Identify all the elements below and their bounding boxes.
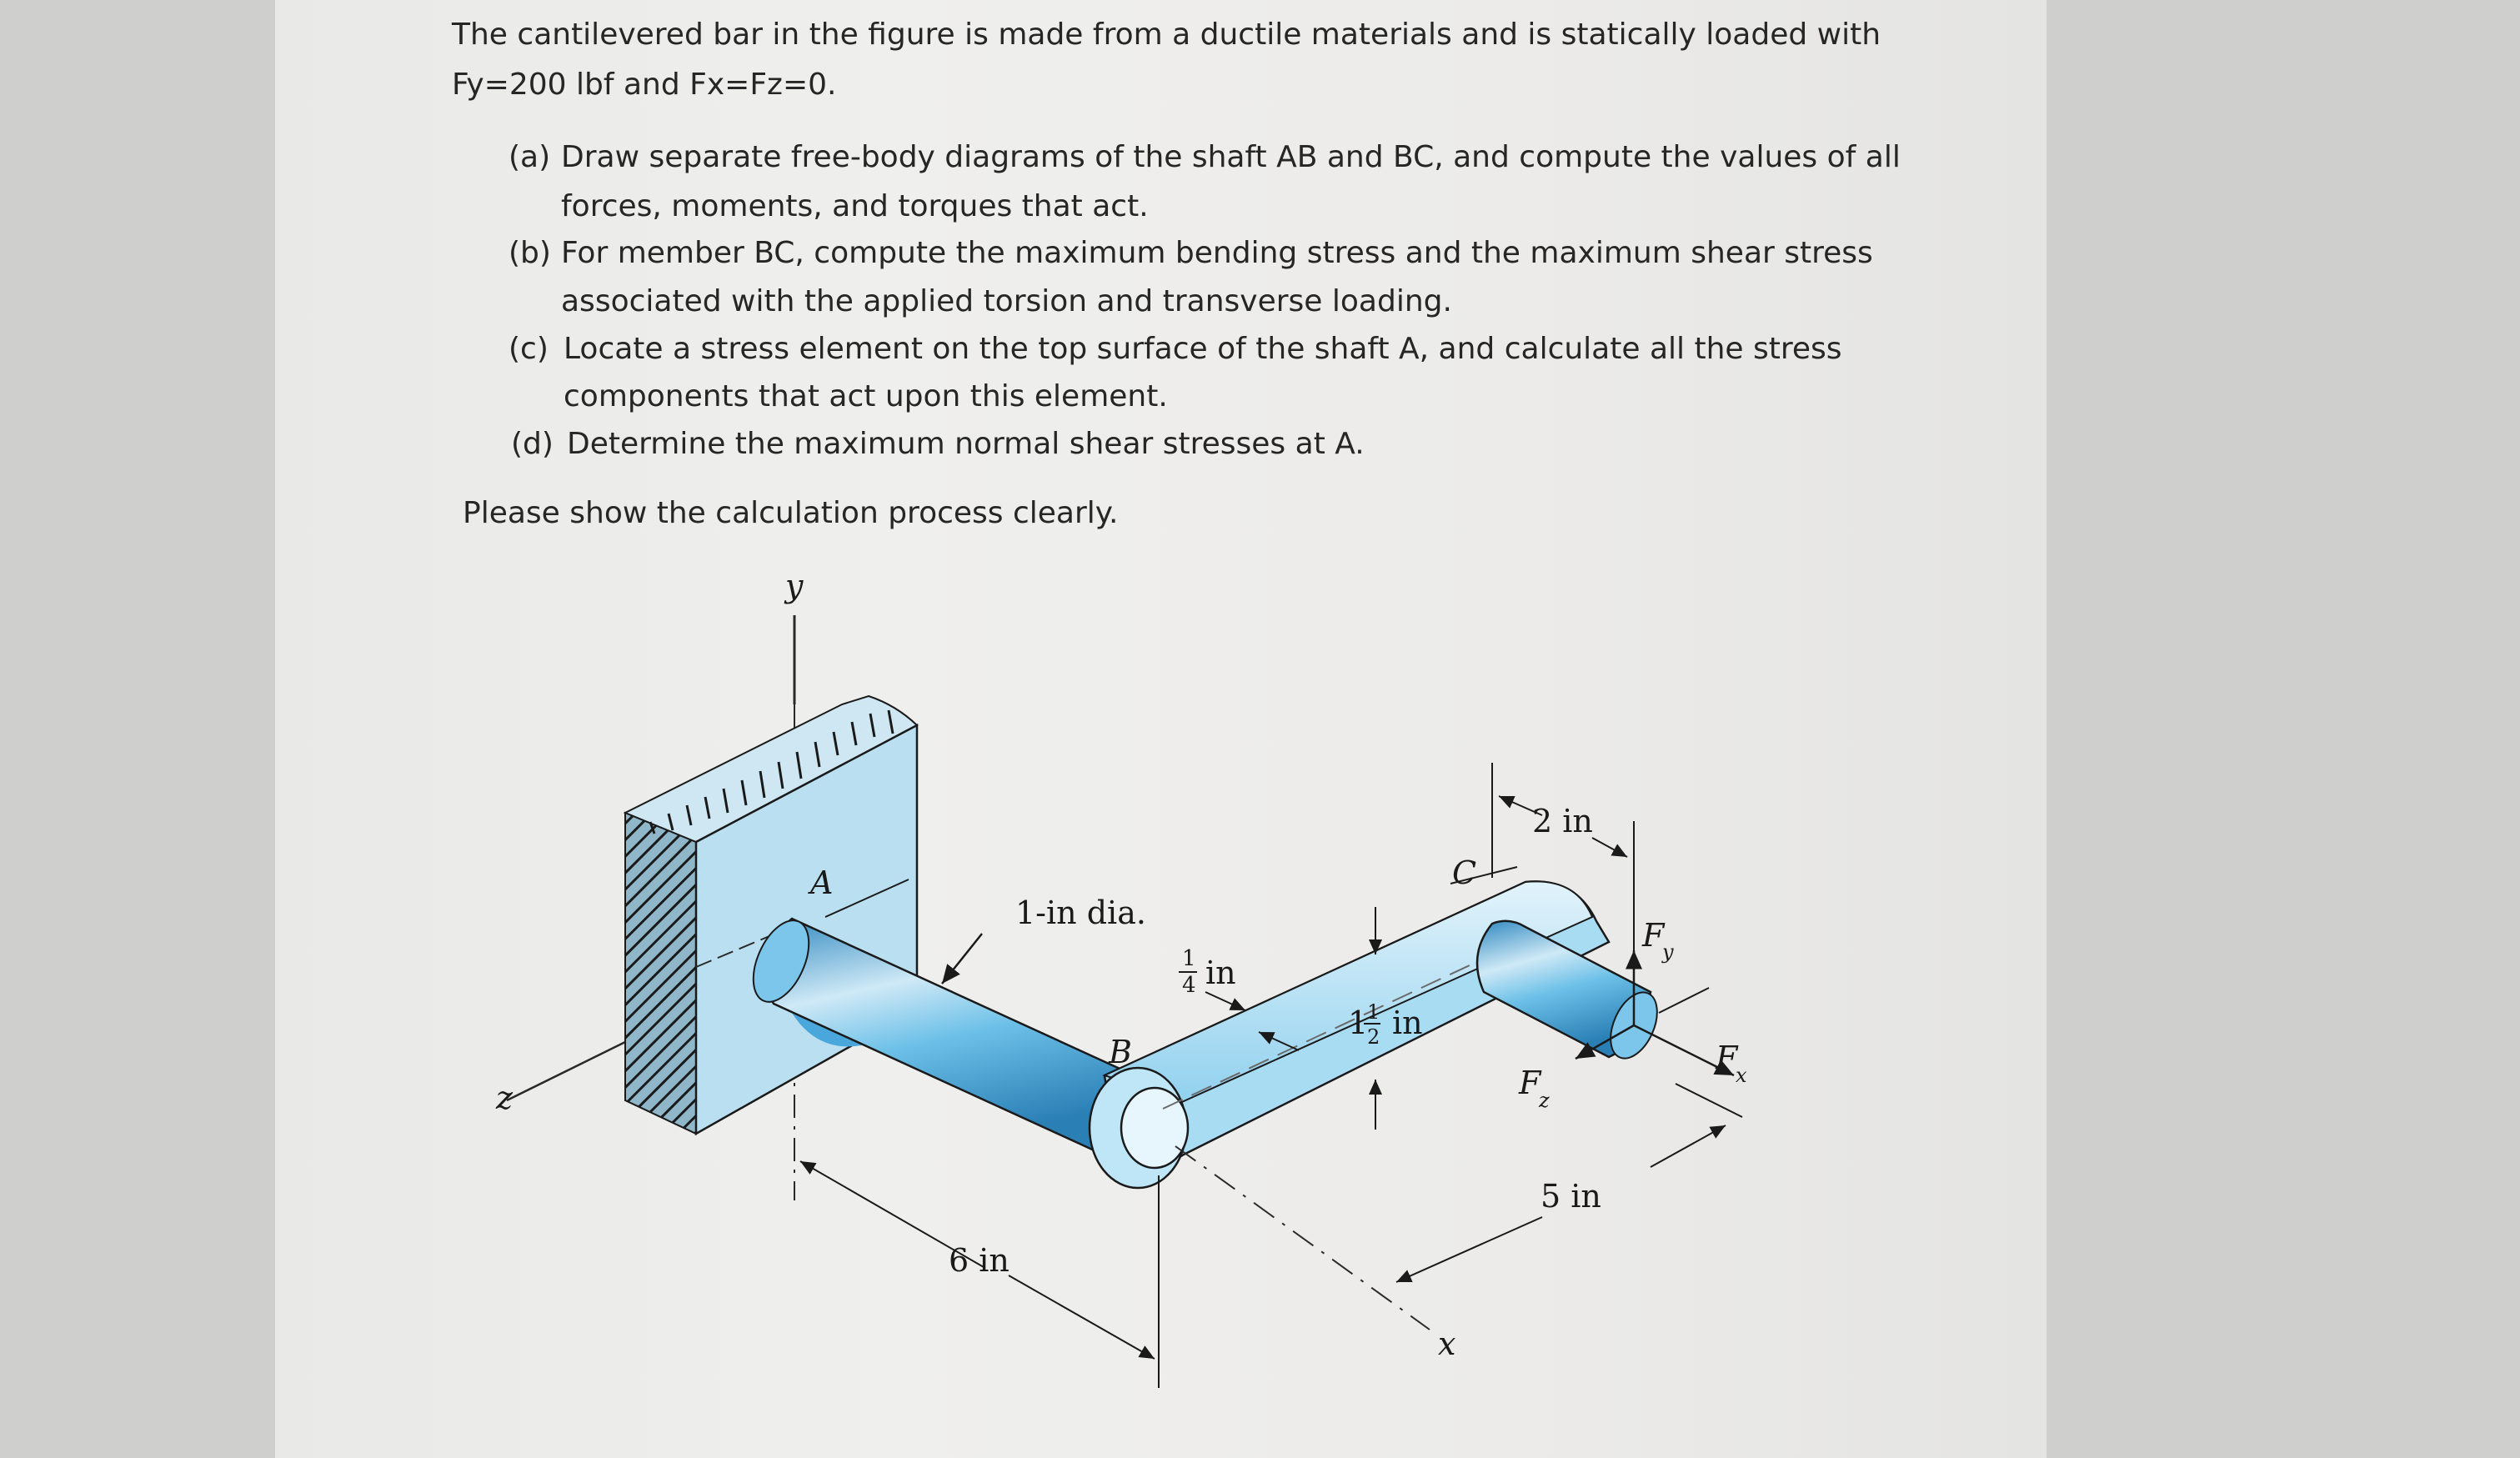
svg-text:F: F	[1716, 1040, 1738, 1076]
wall-hatch-side	[625, 813, 696, 1134]
svg-text:2: 2	[1367, 1025, 1380, 1049]
fx-label	[1715, 1040, 1747, 1087]
item-b-line-1: For member BC, compute the maximum bending stress and the maximum shear stress	[561, 236, 1873, 270]
item-d-line-1: Determine the maximum normal shear stresses at A.	[567, 427, 1365, 461]
z-axis-label: z	[496, 1080, 514, 1116]
y-axis-label: y	[785, 568, 804, 604]
fz-label	[1518, 1065, 1550, 1112]
item-c-label: (c)	[509, 332, 549, 366]
point-a-label: A	[810, 864, 834, 901]
dim-2in-label: 2 in	[1532, 803, 1593, 839]
point-b-label: B	[1109, 1034, 1132, 1070]
item-d-label: (d)	[511, 427, 554, 461]
closing-line: Please show the calculation process clearly.	[463, 496, 1119, 530]
item-b-label: (b)	[509, 236, 551, 270]
svg-text:y: y	[1662, 940, 1674, 964]
dim-2in-arrow-right	[1592, 838, 1627, 857]
cantilever-figure	[275, 0, 2047, 1458]
intro-line-1: The cantilevered bar in the figure is made from a ductile materials and is statically loaded with	[452, 18, 1881, 52]
dim-5in-line	[1396, 1217, 1542, 1282]
item-a-line-2: forces, moments, and torques that act.	[561, 189, 1149, 223]
z-axis-line	[507, 1042, 625, 1100]
dim-6in-label: 6 in	[949, 1242, 1010, 1279]
dia-label: 1-in dia.	[1015, 894, 1146, 931]
x-axis-label: x	[1438, 1325, 1456, 1362]
svg-text:in: in	[1392, 1005, 1423, 1041]
point-c-label: C	[1452, 854, 1477, 891]
thickness-label	[1179, 946, 1236, 998]
svg-text:F: F	[1519, 1065, 1541, 1101]
fy-label	[1641, 917, 1674, 964]
intro-line-2: Fy=200 lbf and Fx=Fz=0.	[452, 68, 837, 102]
document-page	[275, 0, 2047, 1458]
svg-text:z: z	[1539, 1089, 1550, 1112]
item-a-line-1: Draw separate free-body diagrams of the shaft AB and BC, and compute the values of all	[561, 140, 1901, 174]
x-axis-line	[1175, 1146, 1430, 1330]
item-c-line-1: Locate a stress element on the top surface of the shaft A, and calculate all the stress	[564, 332, 1842, 366]
svg-text:4: 4	[1182, 973, 1196, 998]
dim-5in-label: 5 in	[1541, 1178, 1601, 1215]
svg-text:in: in	[1205, 954, 1236, 991]
svg-text:1: 1	[1182, 946, 1196, 971]
item-b-line-2: associated with the applied torsion and transverse loading.	[561, 284, 1452, 318]
dia-leader	[942, 934, 982, 984]
svg-text:F: F	[1642, 917, 1665, 954]
item-a-label: (a)	[509, 140, 551, 174]
item-c-line-2: components that act upon this element.	[564, 379, 1168, 413]
svg-text:1: 1	[1348, 1005, 1369, 1041]
svg-text:x: x	[1736, 1064, 1747, 1087]
svg-text:1: 1	[1367, 1000, 1380, 1024]
